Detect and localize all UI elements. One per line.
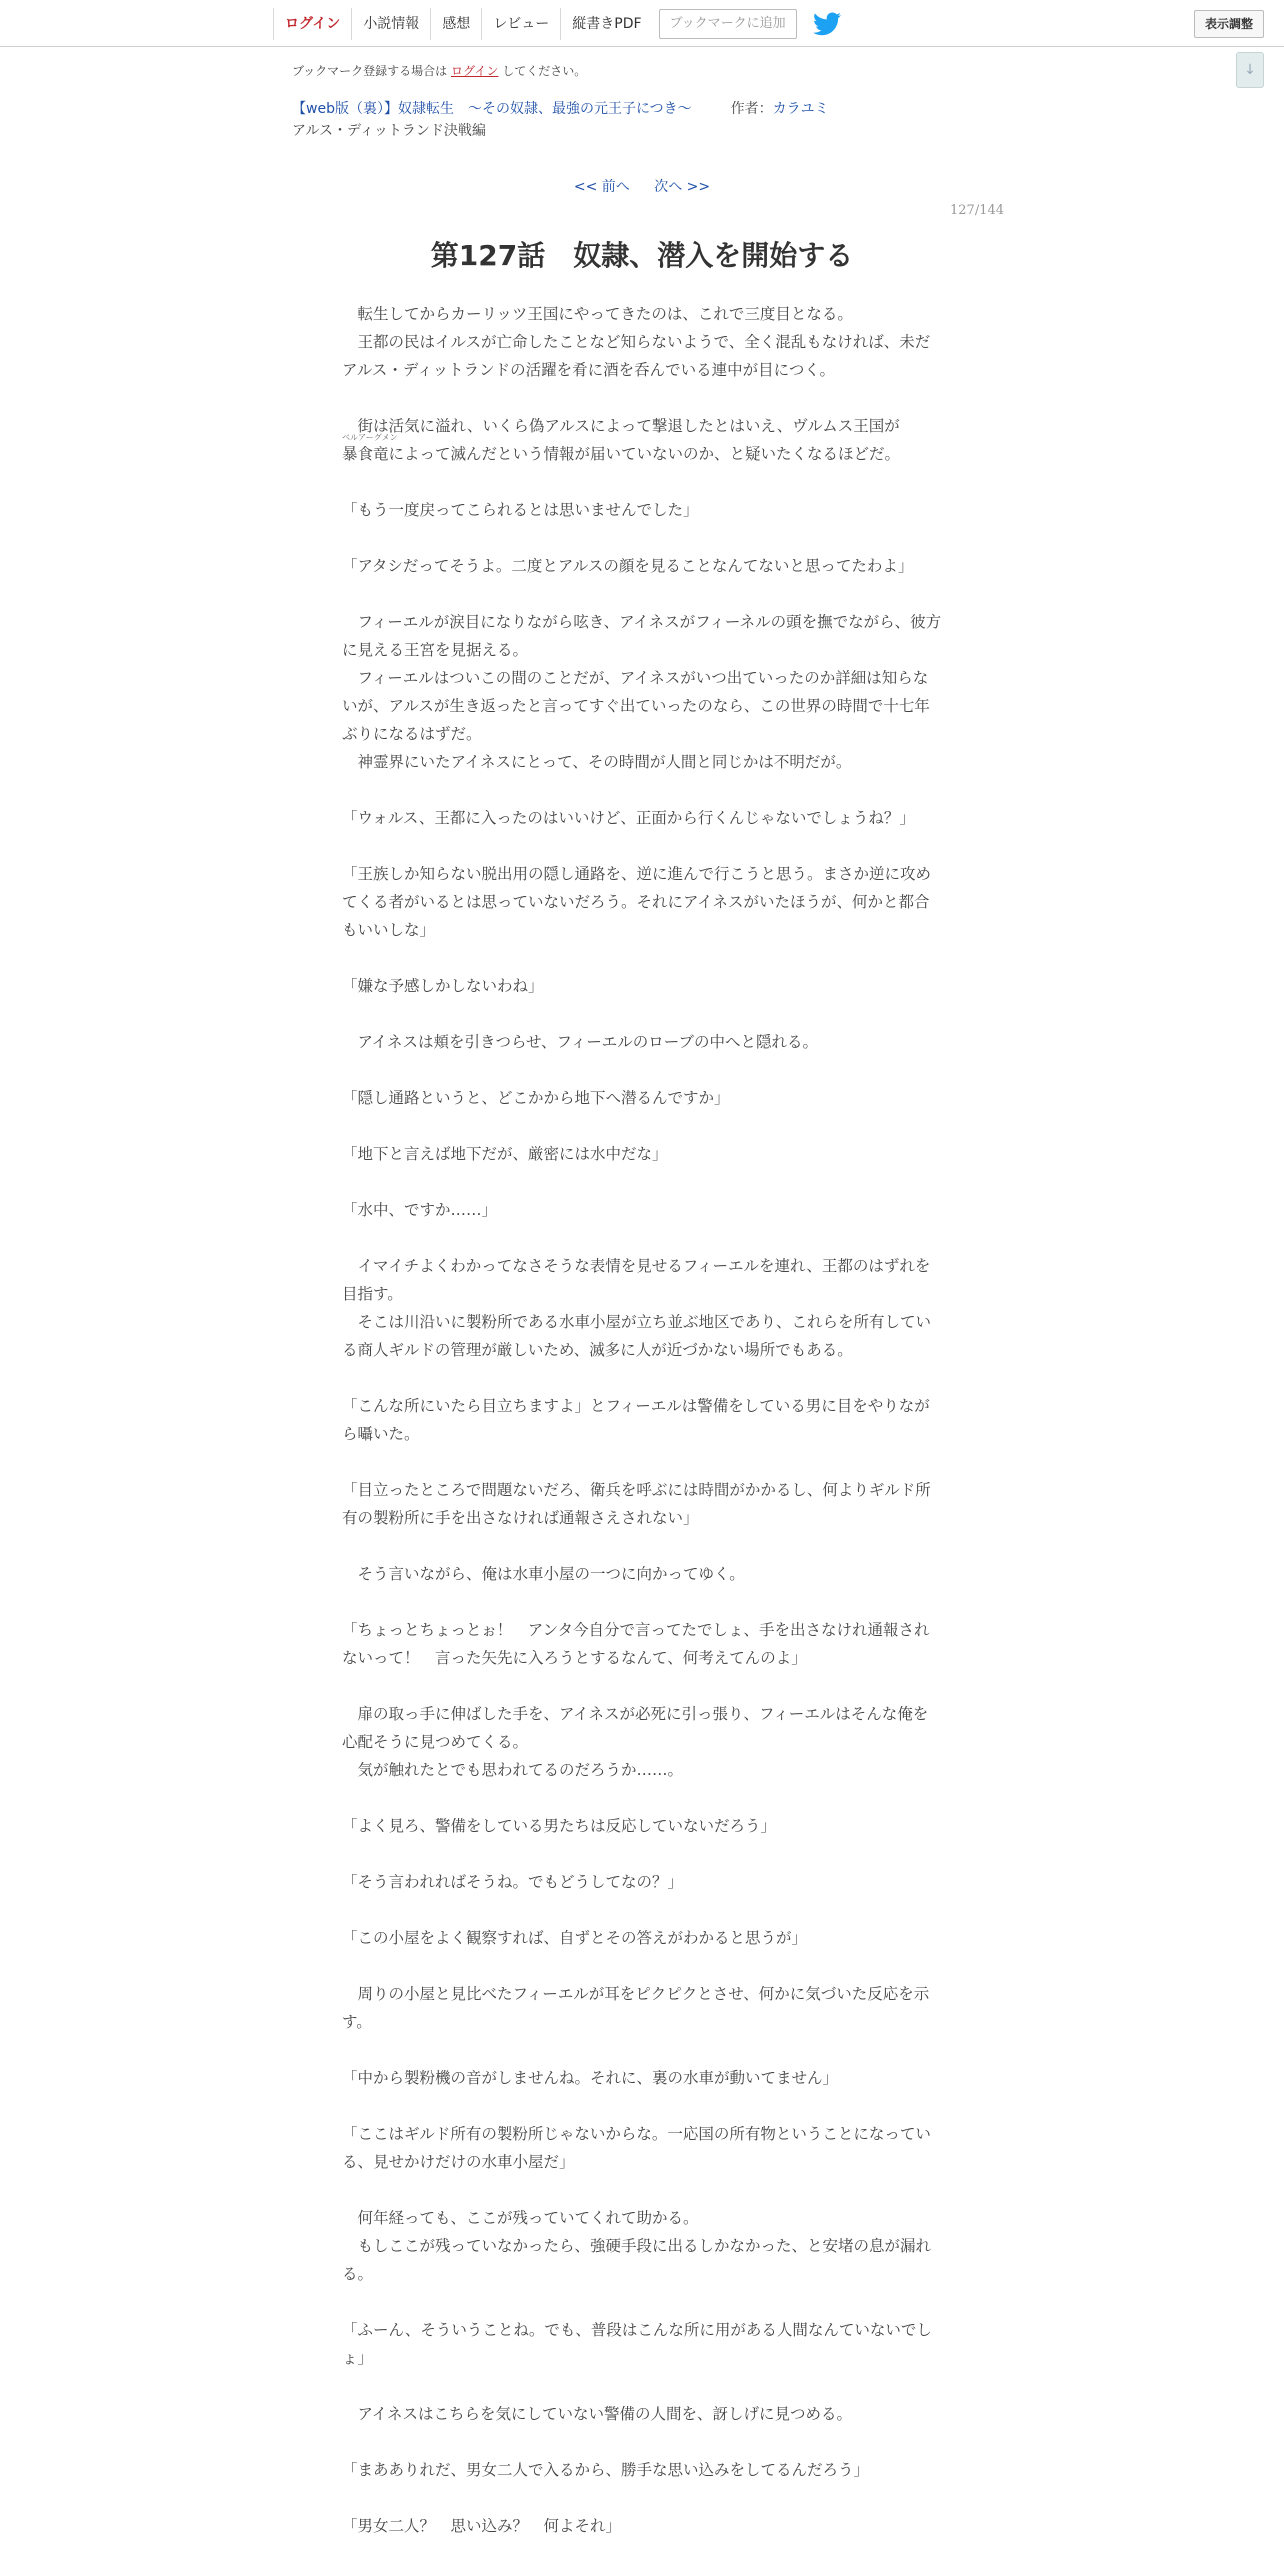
review-link[interactable]: レビュー — [481, 8, 560, 40]
blank-line — [342, 1224, 942, 1252]
twitter-icon[interactable] — [813, 12, 841, 36]
blank-line — [342, 1448, 942, 1476]
blank-line — [342, 468, 942, 496]
vertical-pdf-link[interactable]: 縦書きPDF — [560, 8, 652, 40]
bookmark-notice — [292, 62, 586, 79]
blank-line — [342, 1532, 942, 1560]
novel-paragraph: フィーエルが涙目になりながら呟き、アイネスがフィーネルの頭を撫でながら、彼方に見える王宮を見据える。 — [342, 613, 942, 659]
ruby-reading: ベルアーグメン — [342, 433, 398, 442]
novel-paragraph: 転生してからカーリッツ王国にやってきたのは、これで三度目となる。 — [342, 305, 853, 323]
ruby-base: 暴食竜 — [342, 445, 389, 463]
author-link[interactable]: カラユミ — [772, 101, 829, 117]
novel-paragraph: 「よく見ろ、警備をしている男たちは反応していないだろう」 — [342, 1817, 777, 1835]
novel-paragraph: 「ふーん、そういうことね。でも、普段はこんな所に用がある人間なんていないでしょ」 — [342, 2321, 932, 2367]
novel-paragraph: 「男女二人？ 思い込み？ 何よそれ」 — [342, 2517, 622, 2535]
add-bookmark-button[interactable]: ブックマークに追加 — [659, 9, 797, 39]
blank-line — [342, 2092, 942, 2120]
novel-paragraph: 「嫌な予感しかしないわね」 — [342, 977, 544, 995]
blank-line — [342, 1056, 942, 1084]
blank-line — [342, 1672, 942, 1700]
novel-paragraph: 「こんな所にいたら目立ちますよ」とフィーエルは警備をしている男に目をやりながら囁いた。 — [342, 1397, 930, 1443]
blank-line — [342, 1000, 942, 1028]
blank-line — [342, 832, 942, 860]
novel-paragraph: 「もう一度戻ってこられるとは思いませんでした」 — [342, 501, 699, 519]
novel-paragraph: 「ウォルス、王都に入ったのはいいけど、正面から行くんじゃないでしょうね？」 — [342, 809, 915, 827]
novel-paragraph: 気が触れたとでも思われてるのだろうか……。 — [342, 1761, 684, 1779]
blank-line — [342, 2176, 942, 2204]
novel-paragraph: 「この小屋をよく観察すれば、自ずとその答えがわかると思うが」 — [342, 1929, 808, 1947]
blank-line — [342, 1896, 942, 1924]
prev-page-link[interactable]: << 前へ — [573, 179, 630, 195]
novel-body — [342, 300, 942, 2540]
episode-title: 第127話 奴隷、潜入を開始する — [430, 239, 854, 272]
blank-line — [342, 1952, 942, 1980]
pager — [0, 176, 1284, 196]
novel-paragraph — [342, 433, 942, 468]
blank-line — [342, 1168, 942, 1196]
novel-paragraph: イマイチよくわかってなさそうな表情を見せるフィーエルを連れ、王都のはずれを目指す。 — [342, 1257, 931, 1303]
blank-line — [342, 384, 942, 412]
novel-paragraph: フィーエルはついこの間のことだが、アイネスがいつ出ていったのか詳細は知らないが、アルスが生き返ったと言ってすぐ出ていったのなら、この世界の時間で十七年ぶりになるはずだ。 — [342, 669, 930, 743]
novel-paragraph: 扉の取っ手に伸ばした手を、アイネスが必死に引っ張り、フィーエルはそんな俺を心配そうに見つめてくる。 — [342, 1705, 929, 1751]
series-info — [292, 98, 829, 118]
bookmark-notice-login-link[interactable]: ログイン — [451, 64, 499, 78]
novel-paragraph: 「アタシだってそうよ。二度とアルスの顔を見ることなんてないと思ってたわよ」 — [342, 557, 914, 575]
top-navigation-bar — [0, 0, 1284, 47]
novel-paragraph: 何年経っても、ここが残っていてくれて助かる。 — [342, 2209, 699, 2227]
blank-line — [342, 2484, 942, 2512]
novel-paragraph: 街は活気に溢れ、いくら偽アルスによって撃退したとはいえ、ヴルムス王国が — [342, 417, 900, 435]
blank-line — [342, 1364, 942, 1392]
bookmark-notice-before: ブックマーク登録する場合は — [292, 64, 448, 78]
novel-paragraph: 「中から製粉機の音がしませんね。それに、裏の水車が動いてません」 — [342, 2069, 839, 2087]
novel-paragraph: もしここが残っていなかったら、強硬手段に出るしかなかった、と安堵の息が漏れる。 — [342, 2237, 932, 2283]
novel-paragraph: 「隠し通路というと、どこかから地下へ潜るんですか」 — [342, 1089, 730, 1107]
blank-line — [342, 1840, 942, 1868]
scroll-down-button[interactable]: ↓ — [1236, 52, 1264, 88]
novel-paragraph: アイネスはこちらを気にしていない警備の人間を、訝しげに見つめる。 — [342, 2405, 852, 2423]
blank-line — [342, 2428, 942, 2456]
novel-info-link[interactable]: 小説情報 — [351, 8, 430, 40]
paragraph-text: によって滅んだという情報が届いていないのか、と疑いたくなるほどだ。 — [388, 445, 901, 463]
novel-paragraph: 「水中、ですか……」 — [342, 1201, 498, 1219]
impressions-link[interactable]: 感想 — [430, 8, 481, 40]
novel-paragraph: 「目立ったところで問題ないだろ、衛兵を呼ぶには時間がかかるし、何よりギルド所有の製粉所に手を出さなければ通報さえされない」 — [342, 1481, 931, 1527]
novel-paragraph: 神霊界にいたアイネスにとって、その時間が人間と同じかは不明だが。 — [342, 753, 852, 771]
novel-paragraph: アイネスは頬を引きつらせ、フィーエルのローブの中へと隠れる。 — [342, 1033, 819, 1051]
blank-line — [342, 1112, 942, 1140]
blank-line — [342, 1588, 942, 1616]
blank-line — [342, 2288, 942, 2316]
novel-paragraph: 「まあありれだ、男女二人で入るから、勝手な思い込みをしてるんだろう」 — [342, 2461, 870, 2479]
blank-line — [342, 776, 942, 804]
page-count: 127/144 — [950, 203, 1005, 218]
blank-line — [342, 524, 942, 552]
novel-paragraph: そこは川沿いに製粉所である水車小屋が立ち並ぶ地区であり、これらを所有している商人ギルドの管理が厳しいため、滅多に人が近づかない場所でもある。 — [342, 1313, 932, 1359]
display-settings-button[interactable]: 表示調整 — [1194, 10, 1264, 38]
novel-paragraph: 周りの小屋と見比べたフィーエルが耳をピクピクとさせ、何かに気づいた反応を示す。 — [342, 1985, 930, 2031]
novel-paragraph: 「地下と言えば地下だが、厳密には水中だな」 — [342, 1145, 668, 1163]
blank-line — [342, 580, 942, 608]
novel-paragraph: 「そう言われればそうね。でもどうしてなの？」 — [342, 1873, 684, 1891]
bookmark-notice-after: してください。 — [502, 64, 587, 78]
blank-line — [342, 2036, 942, 2064]
novel-paragraph: 「ここはギルド所有の製粉所じゃないからな。一応国の所有物ということになっている、見せかけだけの水車小屋だ」 — [342, 2125, 931, 2171]
novel-paragraph: 「ちょっとちょっとぉ！ アンタ今自分で言ってたでしょ、手を出さなけれ通報されないって！ 言った矢先に入ろうとするなんて、何考えてんのよ」 — [342, 1621, 930, 1667]
author-label: 作者： — [730, 101, 773, 117]
blank-line — [342, 1784, 942, 1812]
novel-paragraph: そう言いながら、俺は水車小屋の一つに向かってゆく。 — [342, 1565, 745, 1583]
ruby-word — [342, 433, 398, 463]
novel-paragraph: 「王族しか知らない脱出用の隠し通路を、逆に進んで行こうと思う。まさか逆に攻めてくる者がいるとは思っていないだろう。それにアイネスがいたほうが、何かと都合もいいしな」 — [342, 865, 932, 939]
series-title-link[interactable]: 【web版（裏）】奴隷転生 ～その奴隷、最強の元王子につき～ — [292, 101, 692, 117]
login-link[interactable]: ログイン — [273, 8, 351, 40]
blank-line — [342, 944, 942, 972]
next-page-link[interactable]: 次へ >> — [654, 179, 711, 195]
novel-paragraph: 王都の民はイルスが亡命したことなど知らないようで、全く混乱もなければ、未だアルス・ディットランドの活躍を肴に酒を呑んでいる連中が目につく。 — [342, 333, 931, 379]
blank-line — [342, 2372, 942, 2400]
chapter-group-title: アルス・ディットランド決戦編 — [292, 123, 486, 139]
main-nav — [273, 8, 841, 40]
